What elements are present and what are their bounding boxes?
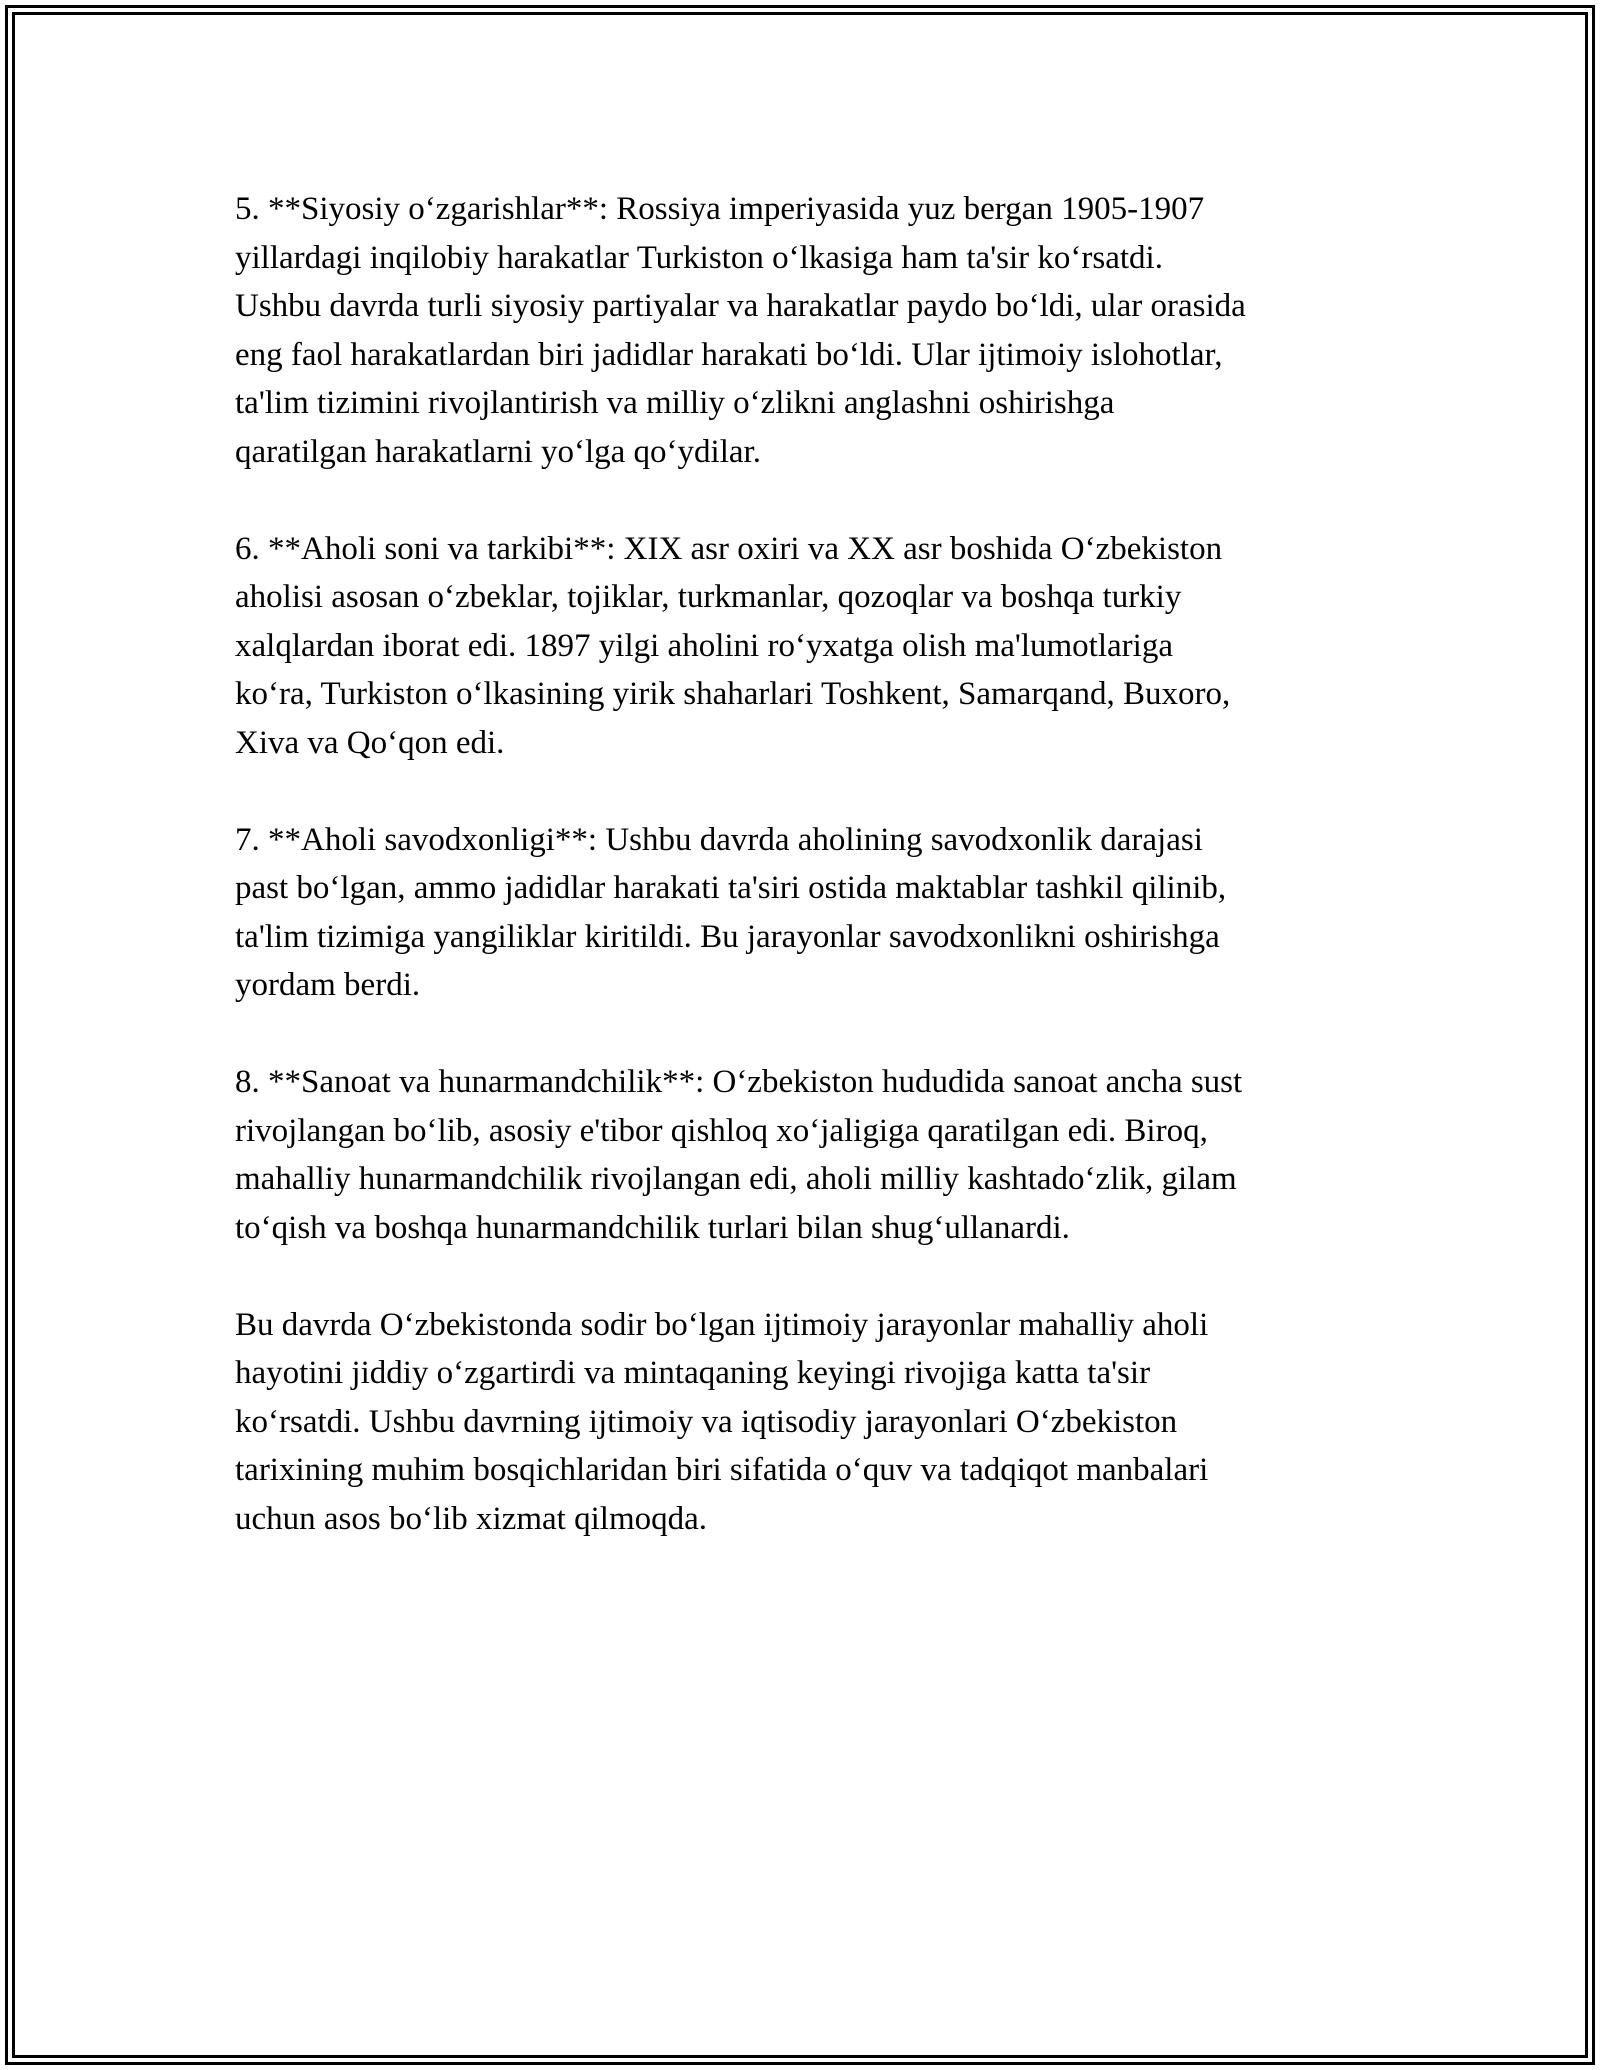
document-body [235,185,1370,1592]
text-line: past bo‘lgan, ammo jadidlar harakati ta'siri ostida maktablar tashkil qilinib, [235,870,1227,906]
text-line: 6. **Aholi soni va tarkibi**: XIX asr oxiri va XX asr boshida O‘zbekiston [235,530,1223,567]
text-line: yordam berdi. [235,967,421,1003]
text-line: to‘qish va boshqa hunarmandchilik turlari bilan shug‘ullanardi. [235,1209,1070,1246]
text-line: 8. **Sanoat va hunarmandchilik**: O‘zbekiston hududida sanoat ancha sust [235,1064,1243,1100]
text-line: ko‘ra, Turkiston o‘lkasining yirik shaharlari Toshkent, Samarqand, Buxoro, [235,676,1231,712]
text-line: xalqlardan iborat edi. 1897 yilgi aholini ro‘yxatga olish ma'lumotlariga [235,627,1173,664]
text-line: hayotini jiddiy o‘zgartirdi va mintaqaning keyingi rivojiga katta ta'sir [235,1355,1151,1391]
paragraph-conclusion [235,1301,1370,1544]
text-line: rivojlangan bo‘lib, asosiy e'tibor qishloq xo‘jaligiga qaratilgan edi. Biroq, [235,1112,1208,1149]
text-line: mahalliy hunarmandchilik rivojlangan edi, aholi milliy kashtado‘zlik, gilam [235,1161,1237,1197]
text-line: aholisi asosan o‘zbeklar, tojiklar, turkmanlar, qozoqlar va boshqa turkiy [235,579,1182,615]
text-line: ta'lim tizimini rivojlantirish va milliy o‘zlikni anglashni oshirishga [235,385,1115,421]
text-line: Ushbu davrda turli siyosiy partiyalar va harakatlar paydo bo‘ldi, ular orasida [235,288,1246,324]
text-line: yillardagi inqilobiy harakatlar Turkiston o‘lkasiga ham ta'sir ko‘rsatdi. [235,239,1163,276]
text-line: qaratilgan harakatlarni yo‘lga qo‘ydilar. [235,433,761,470]
text-line: ta'lim tizimiga yangiliklar kiritildi. Bu jarayonlar savodxonlikni oshirishga [235,918,1220,955]
paragraph-literacy [235,816,1370,1010]
text-line: Xiva va Qo‘qon edi. [235,724,505,761]
text-line: 5. **Siyosiy o‘zgarishlar**: Rossiya imperiyasida yuz bergan 1905-1907 [235,191,1205,227]
text-line: uchun asos bo‘lib xizmat qilmoqda. [235,1500,708,1537]
paragraph-political-changes [235,185,1370,476]
paragraph-industry-crafts [235,1058,1370,1252]
text-line: 7. **Aholi savodxonligi**: Ushbu davrda aholining savodxonlik darajasi [235,821,1203,858]
paragraph-population [235,525,1370,768]
text-line: ko‘rsatdi. Ushbu davrning ijtimoiy va iqtisodiy jarayonlari O‘zbekiston [235,1403,1178,1440]
text-line: Bu davrda O‘zbekistonda sodir bo‘lgan ijtimoiy jarayonlar mahalliy aholi [235,1306,1209,1343]
text-line: tarixining muhim bosqichlaridan biri sifatida o‘quv va tadqiqot manbalari [235,1452,1209,1488]
text-line: eng faol harakatlardan biri jadidlar harakati bo‘ldi. Ular ijtimoiy islohotlar, [235,336,1223,373]
